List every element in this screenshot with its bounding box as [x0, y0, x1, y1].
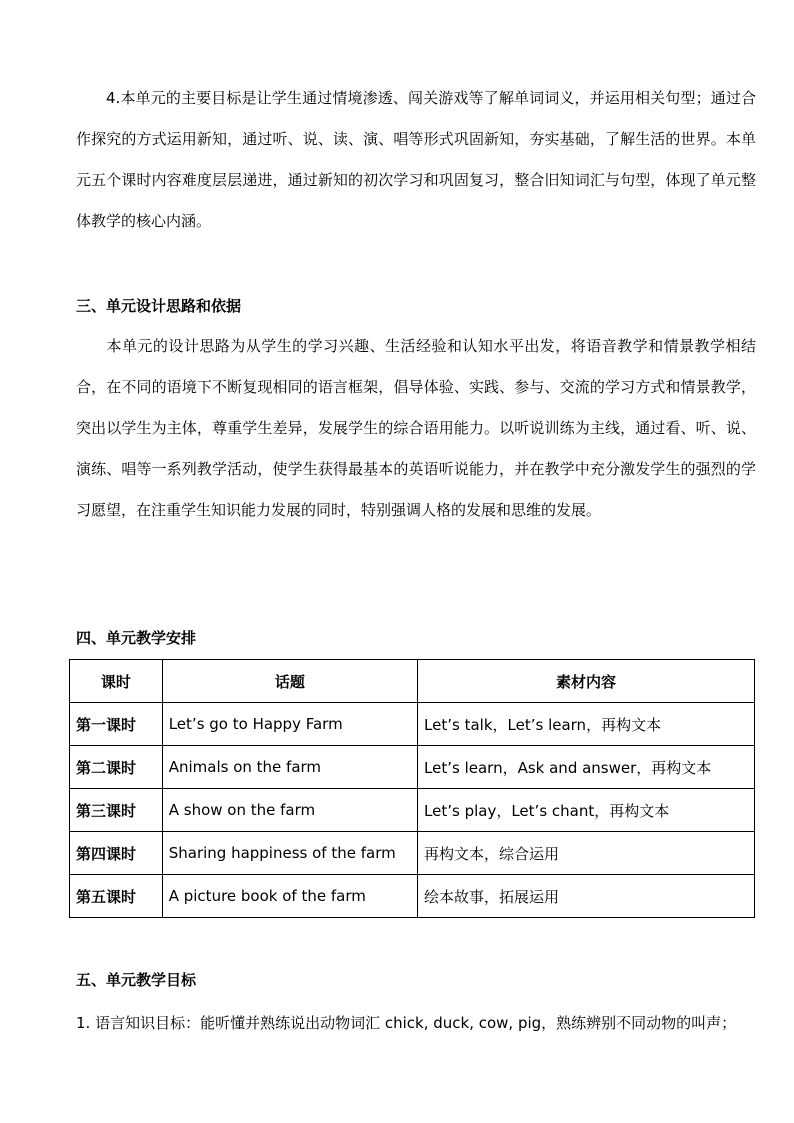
lesson-cell: 第一课时 — [70, 703, 163, 746]
table-header-row — [70, 660, 755, 703]
lesson-cell: 第五课时 — [70, 875, 163, 918]
table-row — [70, 789, 755, 832]
topic-cell: Let’s go to Happy Farm — [162, 703, 417, 746]
paragraph-design-ideas-text: 本单元的设计思路为从学生的学习兴趣、生活经验和认知水平出发，将语音教学和情景教学相结合，在不同的语境下不断复现相同的语言框架，倡导体验、实践、参与、交流的学习方式和情景教学，突出以学生为主体，尊重学生差异，发展学生的综合语用能力。以听说训练为主线，通过看、听、说、演练、唱等一系列教学活动，使学生获得最基本的英语听说能力，并在教学中充分激发学生的强烈的学习愿望，在注重学生知识能力发展的同时，特别强调人格的发展和思维的发展。 — [76, 337, 756, 519]
material-cell: 绘本故事，拓展运用 — [418, 875, 755, 918]
header-lesson: 课时 — [70, 660, 163, 703]
topic-cell: A show on the farm — [162, 789, 417, 832]
table-row — [70, 746, 755, 789]
heading-teaching-plan: 四、单元教学安排 — [76, 629, 197, 647]
header-topic: 话题 — [162, 660, 417, 703]
heading-teaching-goals: 五、单元教学目标 — [76, 971, 197, 989]
topic-cell: Animals on the farm — [162, 746, 417, 789]
paragraph-design-ideas — [76, 326, 756, 531]
goal-language-knowledge: 1. 语言知识目标：能听懂并熟练说出动物词汇 chick, duck, cow, pig，熟练辨别不同动物的叫声； — [76, 1014, 737, 1032]
material-cell: 再构文本，综合运用 — [418, 832, 755, 875]
table-row — [70, 703, 755, 746]
lesson-cell: 第二课时 — [70, 746, 163, 789]
table-row — [70, 832, 755, 875]
paragraph-unit-goal-text: 4.本单元的主要目标是让学生通过情境渗透、闯关游戏等了解单词词义，并运用相关句型；通过合作探究的方式运用新知，通过听、说、读、演、唱等形式巩固新知，夯实基础，了解生活的世界。本单元五个课时内容难度层层递进，通过新知的初次学习和巩固复习，整合旧知词汇与句型，体现了单元整体教学的核心内涵。 — [76, 89, 756, 230]
topic-cell: Sharing happiness of the farm — [162, 832, 417, 875]
topic-cell: A picture book of the farm — [162, 875, 417, 918]
paragraph-unit-goal — [76, 78, 756, 242]
table-row — [70, 875, 755, 918]
teaching-plan-table — [69, 659, 755, 918]
material-cell: Let’s talk，Let’s learn，再构文本 — [418, 703, 755, 746]
lesson-cell: 第三课时 — [70, 789, 163, 832]
header-material: 素材内容 — [418, 660, 755, 703]
material-cell: Let’s learn，Ask and answer，再构文本 — [418, 746, 755, 789]
material-cell: Let’s play，Let’s chant，再构文本 — [418, 789, 755, 832]
heading-design-ideas: 三、单元设计思路和依据 — [76, 297, 242, 315]
lesson-cell: 第四课时 — [70, 832, 163, 875]
